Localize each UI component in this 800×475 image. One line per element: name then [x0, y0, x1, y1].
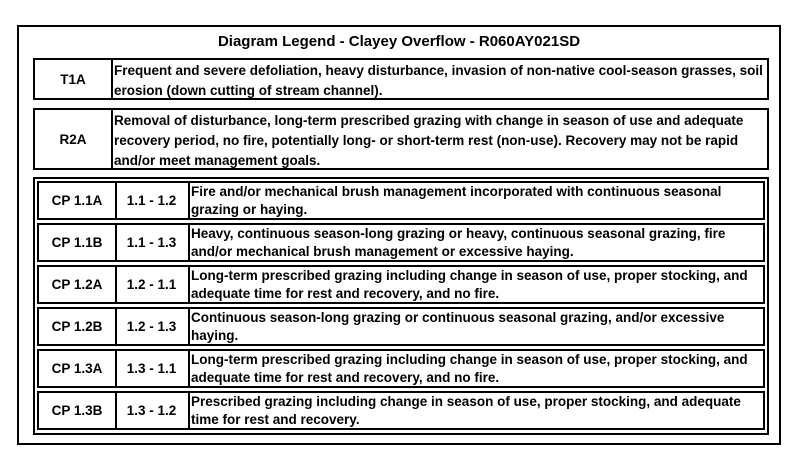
legend-frame	[17, 25, 781, 445]
pathway-row-cp-1-1a	[37, 181, 765, 220]
transition-description: Removal of disturbance, long-term prescribed grazing with change in season of use and adequate recovery period, no fire, potentially long- or short-term rest (non-use). Recovery may not be rapid and/or meet management goals.	[114, 113, 744, 168]
pathway-description: Continuous season-long grazing or continuous seasonal grazing, and/or excessive haying.	[191, 310, 725, 343]
pathway-range: 1.2 - 1.3	[115, 309, 190, 344]
pathway-description: Fire and/or mechanical brush management incorporated with continuous seasonal grazing or haying.	[191, 184, 722, 217]
pathway-description: Heavy, continuous season-long grazing or heavy, continuous seasonal grazing, fire and/or mechanical brush management or excessive haying.	[191, 226, 726, 259]
legend-title: Diagram Legend - Clayey Overflow - R060AY021SD	[217, 33, 581, 50]
pathway-code: CP 1.3B	[39, 393, 117, 428]
pathway-row-cp-1-3a	[37, 349, 765, 388]
pathway-description: Long-term prescribed grazing including change in season of use, proper stocking, and adequate time for rest and recovery, and no fire.	[191, 268, 748, 301]
pathway-description: Prescribed grazing including change in season of use, proper stocking, and adequate time for rest and recovery.	[191, 394, 741, 427]
transition-code: T1A	[35, 60, 113, 98]
pathway-code: CP 1.1A	[39, 183, 117, 218]
community-pathway-table	[33, 177, 769, 435]
pathway-range: 1.1 - 1.2	[115, 183, 190, 218]
pathway-row-cp-1-3b	[37, 391, 765, 430]
transition-t1a	[33, 58, 769, 100]
pathway-code: CP 1.3A	[39, 351, 117, 386]
pathway-code: CP 1.1B	[39, 225, 117, 260]
pathway-range: 1.3 - 1.1	[115, 351, 190, 386]
pathway-code: CP 1.2A	[39, 267, 117, 302]
pathway-row-cp-1-1b	[37, 223, 765, 262]
pathway-description: Long-term prescribed grazing including change in season of use, proper stocking, and adequate time for rest and recovery, and no fire.	[191, 352, 748, 385]
pathway-code: CP 1.2B	[39, 309, 117, 344]
transition-description: Frequent and severe defoliation, heavy disturbance, invasion of non-native cool-season grasses, soil erosion (down cutting of stream channel).	[114, 63, 763, 98]
transition-code: R2A	[35, 110, 113, 168]
pathway-range: 1.1 - 1.3	[115, 225, 190, 260]
pathway-range: 1.3 - 1.2	[115, 393, 190, 428]
pathway-range: 1.2 - 1.1	[115, 267, 190, 302]
pathway-row-cp-1-2a	[37, 265, 765, 304]
pathway-row-cp-1-2b	[37, 307, 765, 346]
transition-r2a	[33, 108, 769, 170]
